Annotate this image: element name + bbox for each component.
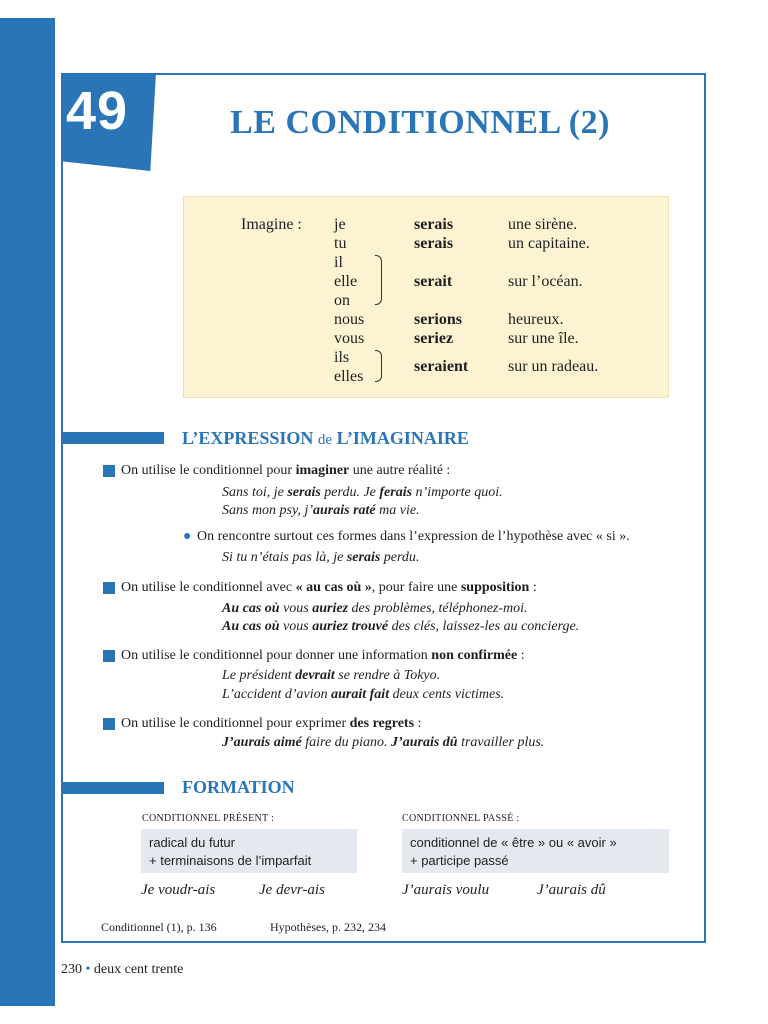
rule-text: On utilise le conditionnel pour exprimer [121,716,350,731]
example-verb: Au cas où [222,601,280,616]
bullet-square [103,582,115,594]
example [222,687,504,703]
example-text: ma vie. [375,503,420,518]
formation-example-text: J’aurais dû [537,882,606,898]
formation-example [537,882,606,899]
pronoun: on [334,292,350,309]
rule-keyword: « au cas où » [295,580,372,595]
example-text: vous [279,619,313,634]
section-bar [61,432,164,444]
rule-keyword: non confirmée [431,648,518,663]
page-footer [61,962,183,978]
pronoun: ils [334,349,350,366]
page-number: 230 [61,962,82,977]
complement: sur un radeau. [508,358,599,375]
example-verb: auriez trouvé [312,619,389,634]
complement: un capitaine. [508,235,590,252]
example-text: Le président [222,668,296,683]
example [222,668,440,684]
brace [375,350,382,382]
chapter-title: LE CONDITIONNEL (2) [230,104,610,141]
example [222,619,579,635]
present-formula-box [141,829,357,873]
example-verb: devrait [295,668,335,683]
formula-line: conditionnel de « être » ou « avoir » [410,835,617,850]
example-verb: aurait fait [331,687,390,702]
rule-text: On utilise le conditionnel pour donner une information [121,648,432,663]
cross-reference: Conditionnel (1), p. 136 [101,920,217,934]
example-verb: J’aurais dû [391,735,458,750]
example-text: travailler plus. [457,735,545,750]
pronoun: je [334,216,346,233]
verb-form: serais [414,216,454,233]
bullet-dot: ● [183,529,192,544]
verb-form: serait [414,273,453,290]
cross-reference: Hypothèses, p. 232, 234 [270,920,386,934]
example-text: perdu. Je [320,485,380,500]
rule-text: une autre réalité : [349,463,451,478]
rule-keyword: des regrets [349,716,415,731]
example [222,550,419,566]
example-text: des problèmes, téléphonez-moi. [348,601,528,616]
rule-text: On utilise le conditionnel avec [121,580,296,595]
rule-regrets [121,716,421,732]
example-text: Si tu n’étais pas là, je [222,550,347,565]
rule-text: : [414,716,422,731]
example-text: vous [279,601,313,616]
example-text: Sans toi, je [222,485,288,500]
verb-form: serais [414,235,454,252]
complement: sur l’océan. [508,273,583,290]
example-verb: J’aurais aimé [222,735,302,750]
verb-form: serions [414,311,462,328]
section-title-imaginaire [182,428,469,449]
past-label: CONDITIONNEL PASSÉ : [402,813,520,824]
rule-text: : [529,580,537,595]
formula-line: + participe passé [410,853,509,868]
rule-imaginer [121,463,450,479]
complement: heureux. [508,311,564,328]
left-margin-band [0,18,55,1006]
verb-form: seriez [414,330,454,347]
formation-example [402,882,489,899]
section-title-part: L’EXPRESSION [182,428,314,448]
verb-form: seraient [414,358,469,375]
example-verb: Au cas où [222,619,280,634]
rule-supposition [121,580,537,596]
rule-non-confirmee [121,648,525,664]
example [222,601,528,617]
example-verb: serais [346,550,381,565]
example-text: faire du piano. [301,735,392,750]
complement: une sirène. [508,216,578,233]
formation-example-text: J’aurais voulu [402,882,490,898]
bullet-square [103,718,115,730]
example-verb: auriez [312,601,349,616]
example-text: des clés, laissez-les au concierge. [388,619,580,634]
present-label: CONDITIONNEL PRÉSENT : [142,813,275,824]
page-number-words: deux cent trente [93,962,184,977]
example-text: perdu. [380,550,420,565]
example [222,735,544,751]
example-text: Sans mon psy, j’ [222,503,313,518]
bullet-square [103,465,115,477]
example-verb: aurais raté [313,503,376,518]
formation-example-text: Je voudr-ais [141,882,216,898]
rule-keyword: imaginer [295,463,350,478]
section-bar [61,782,164,794]
formation-example [259,882,325,899]
complement: sur une île. [508,330,579,347]
sub-rule-hypothese: On rencontre surtout ces formes dans l’expression de l’hypothèse avec « si ». [197,529,630,544]
conjugation-intro: Imagine : [241,216,302,233]
rule-keyword: supposition [460,580,530,595]
example-text: deux cents victimes. [389,687,505,702]
section-title-formation: FORMATION [182,777,295,797]
chapter-number: 49 [66,81,129,141]
bullet-square [103,650,115,662]
pronoun: il [334,254,343,271]
section-title-part: de [317,432,333,448]
past-formula-box [402,829,669,873]
example-text: n’importe quoi. [412,485,503,500]
example-text: se rendre à Tokyo. [334,668,441,683]
brace [375,255,382,305]
example-text: L’accident d’avion [222,687,332,702]
formula-line: radical du futur [149,835,235,850]
example [222,503,420,519]
example-verb: serais [287,485,321,500]
pronoun: nous [334,311,365,328]
footer-separator: • [85,962,91,977]
example-verb: ferais [379,485,413,500]
formula-line: + terminaisons de l’imparfait [149,853,312,868]
formation-example-text: Je devr-ais [259,882,325,898]
pronoun: tu [334,235,347,252]
formation-example [141,882,215,899]
rule-text: : [517,648,525,663]
pronoun: vous [334,330,365,347]
rule-text: On utilise le conditionnel pour [121,463,296,478]
rule-text: , pour faire une [371,580,461,595]
pronoun: elles [334,368,364,385]
pronoun: elle [334,273,358,290]
example [222,485,503,501]
section-title-part: L’IMAGINAIRE [336,428,469,448]
